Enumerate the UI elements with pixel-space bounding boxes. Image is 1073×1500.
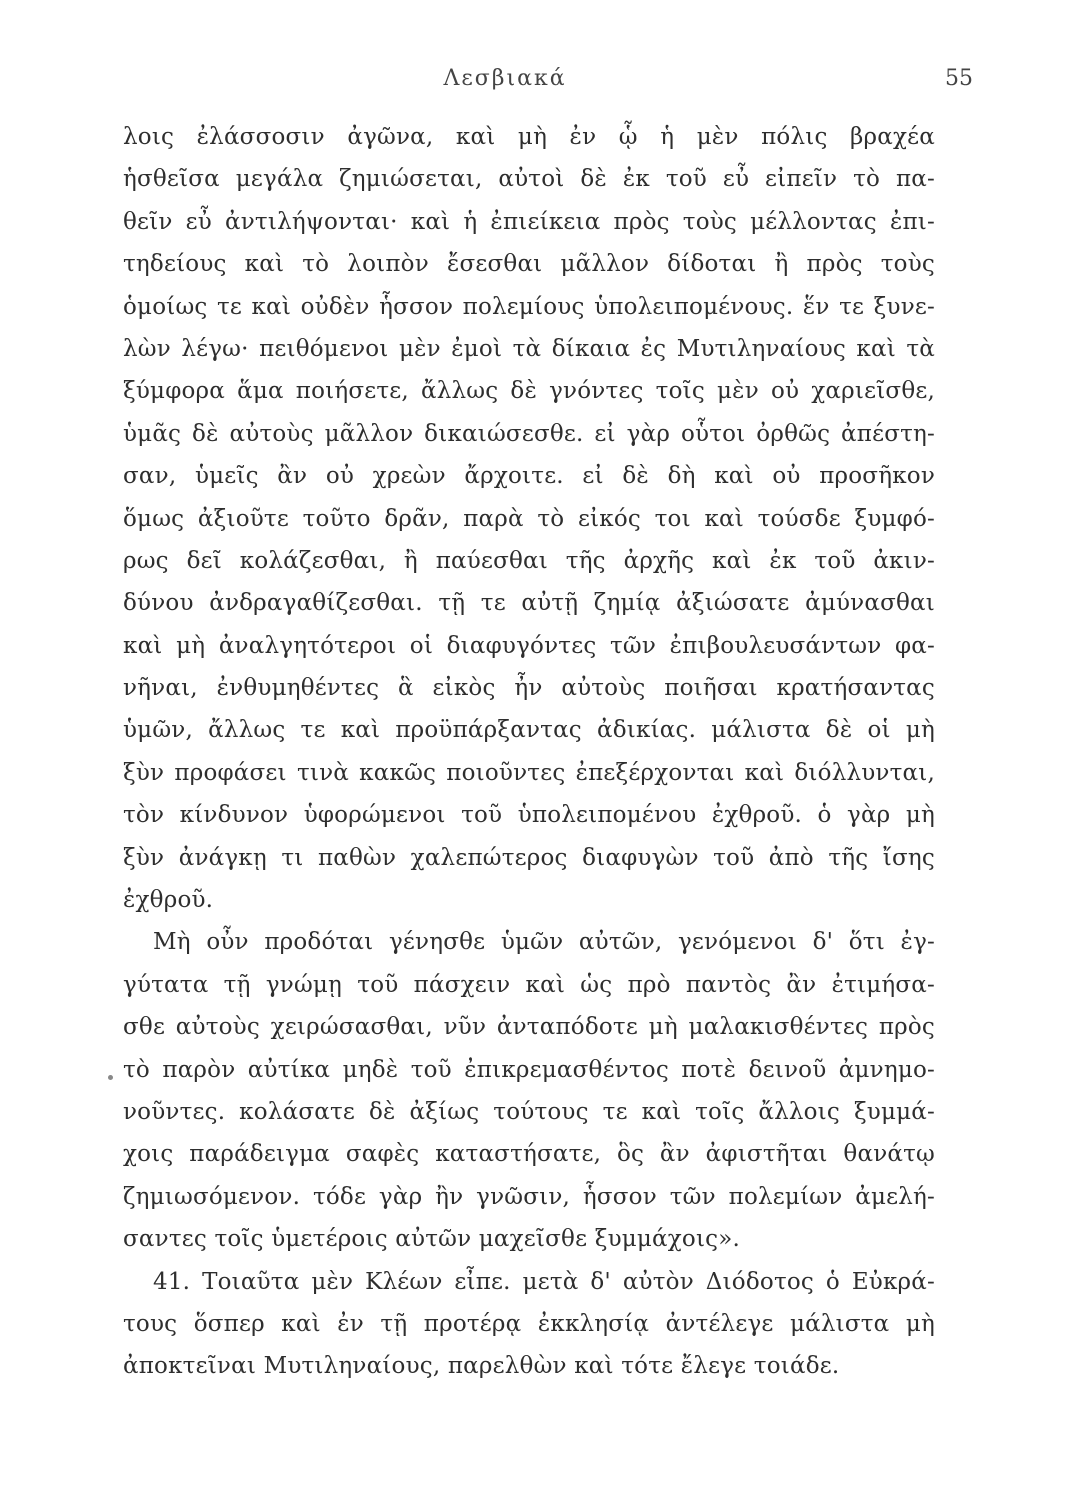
text-line: Μὴ οὖν προδόται γένησθε ὑμῶν αὐτῶν, γενόμενοι δ' ὅτι ἐγ- bbox=[153, 929, 935, 956]
text-line: θεῖν εὖ ἀντιλήψονται· καὶ ἡ ἐπιείκεια πρὸς τοὺς μέλλοντας ἐπι- bbox=[123, 208, 935, 235]
text-line: τὸ παρὸν αὐτίκα μηδὲ τοῦ ἐπικρεμασθέντος ποτὲ δεινοῦ ἀμνημο- bbox=[123, 1056, 935, 1083]
text-line: καὶ μὴ ἀναλγητότεροι οἱ διαφυγόντες τῶν ἐπιβουλευσάντων φα- bbox=[123, 632, 935, 659]
text-line: σθε αὐτοὺς χειρώσασθαι, νῦν ἀνταπόδοτε μὴ μαλακισθέντες πρὸς bbox=[123, 1014, 935, 1041]
text-line: ἐχθροῦ. bbox=[123, 887, 214, 914]
text-line: ρως δεῖ κολάζεσθαι, ἢ παύεσθαι τῆς ἀρχῆς καὶ ἐκ τοῦ ἀκιν- bbox=[123, 547, 935, 574]
text-line: σαντες τοῖς ὑμετέροις αὐτῶν μαχεῖσθε ξυμμάχοις». bbox=[123, 1226, 741, 1253]
body-text bbox=[123, 116, 935, 1388]
text-line: ὅμως ἀξιοῦτε τοῦτο δρᾶν, παρὰ τὸ εἰκός τοι καὶ τούσδε ξυμφό- bbox=[123, 505, 935, 532]
running-title: Λεσβιακά bbox=[443, 66, 567, 91]
text-line: ξύμφορα ἅμα ποιήσετε, ἄλλως δὲ γνόντες τοῖς μὲν οὐ χαριεῖσθε, bbox=[123, 378, 935, 405]
text-line: δύνου ἀνδραγαθίζεσθαι. τῇ τε αὐτῇ ζημίᾳ ἀξιώσατε ἀμύνασθαι bbox=[123, 590, 935, 617]
text-line: νῆναι, ἐνθυμηθέντες ἃ εἰκὸς ἦν αὐτοὺς ποιῆσαι κρατήσαντας bbox=[123, 675, 935, 702]
text-line: τηδείους καὶ τὸ λοιπὸν ἔσεσθαι μᾶλλον δίδοται ἢ πρὸς τοὺς bbox=[123, 251, 935, 278]
text-line: ξὺν προφάσει τινὰ κακῶς ποιοῦντες ἐπεξέρχονται καὶ διόλλυνται, bbox=[123, 759, 935, 786]
text-line: ὑμᾶς δὲ αὐτοὺς μᾶλλον δικαιώσεσθε. εἰ γὰρ οὗτοι ὀρθῶς ἀπέστη- bbox=[123, 420, 935, 447]
running-head bbox=[0, 66, 1073, 106]
text-line: ἀποκτεῖναι Μυτιληναίους, παρελθὼν καὶ τότε ἔλεγε τοιάδε. bbox=[123, 1353, 840, 1380]
text-line: λὼν λέγω· πειθόμενοι μὲν ἐμοὶ τὰ δίκαια ἐς Μυτιληναίους καὶ τὰ bbox=[123, 335, 935, 362]
text-line: λοις ἐλάσσοσιν ἀγῶνα, καὶ μὴ ἐν ᾧ ἡ μὲν πόλις βραχέα bbox=[123, 124, 935, 150]
page-number: 55 bbox=[945, 66, 973, 91]
text-line: ζημιωσόμενον. τόδε γὰρ ἢν γνῶσιν, ἧσσον τῶν πολεμίων ἀμελή- bbox=[123, 1183, 935, 1210]
text-line: 41. Τοιαῦτα μὲν Κλέων εἶπε. μετὰ δ' αὐτὸν Διόδοτος ὁ Εὐκρά- bbox=[153, 1268, 935, 1295]
text-line: σαν, ὑμεῖς ἂν οὐ χρεὼν ἄρχοιτε. εἰ δὲ δὴ καὶ οὐ προσῆκον bbox=[123, 463, 935, 490]
text-line: ξὺν ἀνάγκῃ τι παθὼν χαλεπώτερος διαφυγὼν τοῦ ἀπὸ τῆς ἴσης bbox=[123, 844, 935, 871]
text-line: ὑμῶν, ἄλλως τε καὶ προϋπάρξαντας ἀδικίας. μάλιστα δὲ οἱ μὴ bbox=[123, 717, 935, 744]
text-line: νοῦντες. κολάσατε δὲ ἀξίως τούτους τε καὶ τοῖς ἄλλοις ξυμμά- bbox=[123, 1098, 935, 1125]
text-line: τὸν κίνδυνον ὑφορώμενοι τοῦ ὑπολειπομένου ἐχθροῦ. ὁ γὰρ μὴ bbox=[123, 802, 935, 829]
text-line: ἡσθεῖσα μεγάλα ζημιώσεται, αὐτοὶ δὲ ἐκ τοῦ εὖ εἰπεῖν τὸ πα- bbox=[123, 166, 935, 193]
text-line: τους ὅσπερ καὶ ἐν τῇ προτέρᾳ ἐκκλησίᾳ ἀντέλεγε μάλιστα μὴ bbox=[123, 1310, 935, 1337]
text-line: ὁμοίως τε καὶ οὐδὲν ἧσσον πολεμίους ὑπολειπομένους. ἕν τε ξυνε- bbox=[123, 293, 935, 320]
text-line: χοις παράδειγμα σαφὲς καταστήσατε, ὃς ἂν ἀφιστῆται θανάτῳ bbox=[123, 1141, 935, 1168]
margin-mark bbox=[108, 1075, 113, 1080]
text-line: γύτατα τῇ γνώμῃ τοῦ πάσχειν καὶ ὡς πρὸ παντὸς ἂν ἐτιμήσα- bbox=[123, 971, 935, 998]
